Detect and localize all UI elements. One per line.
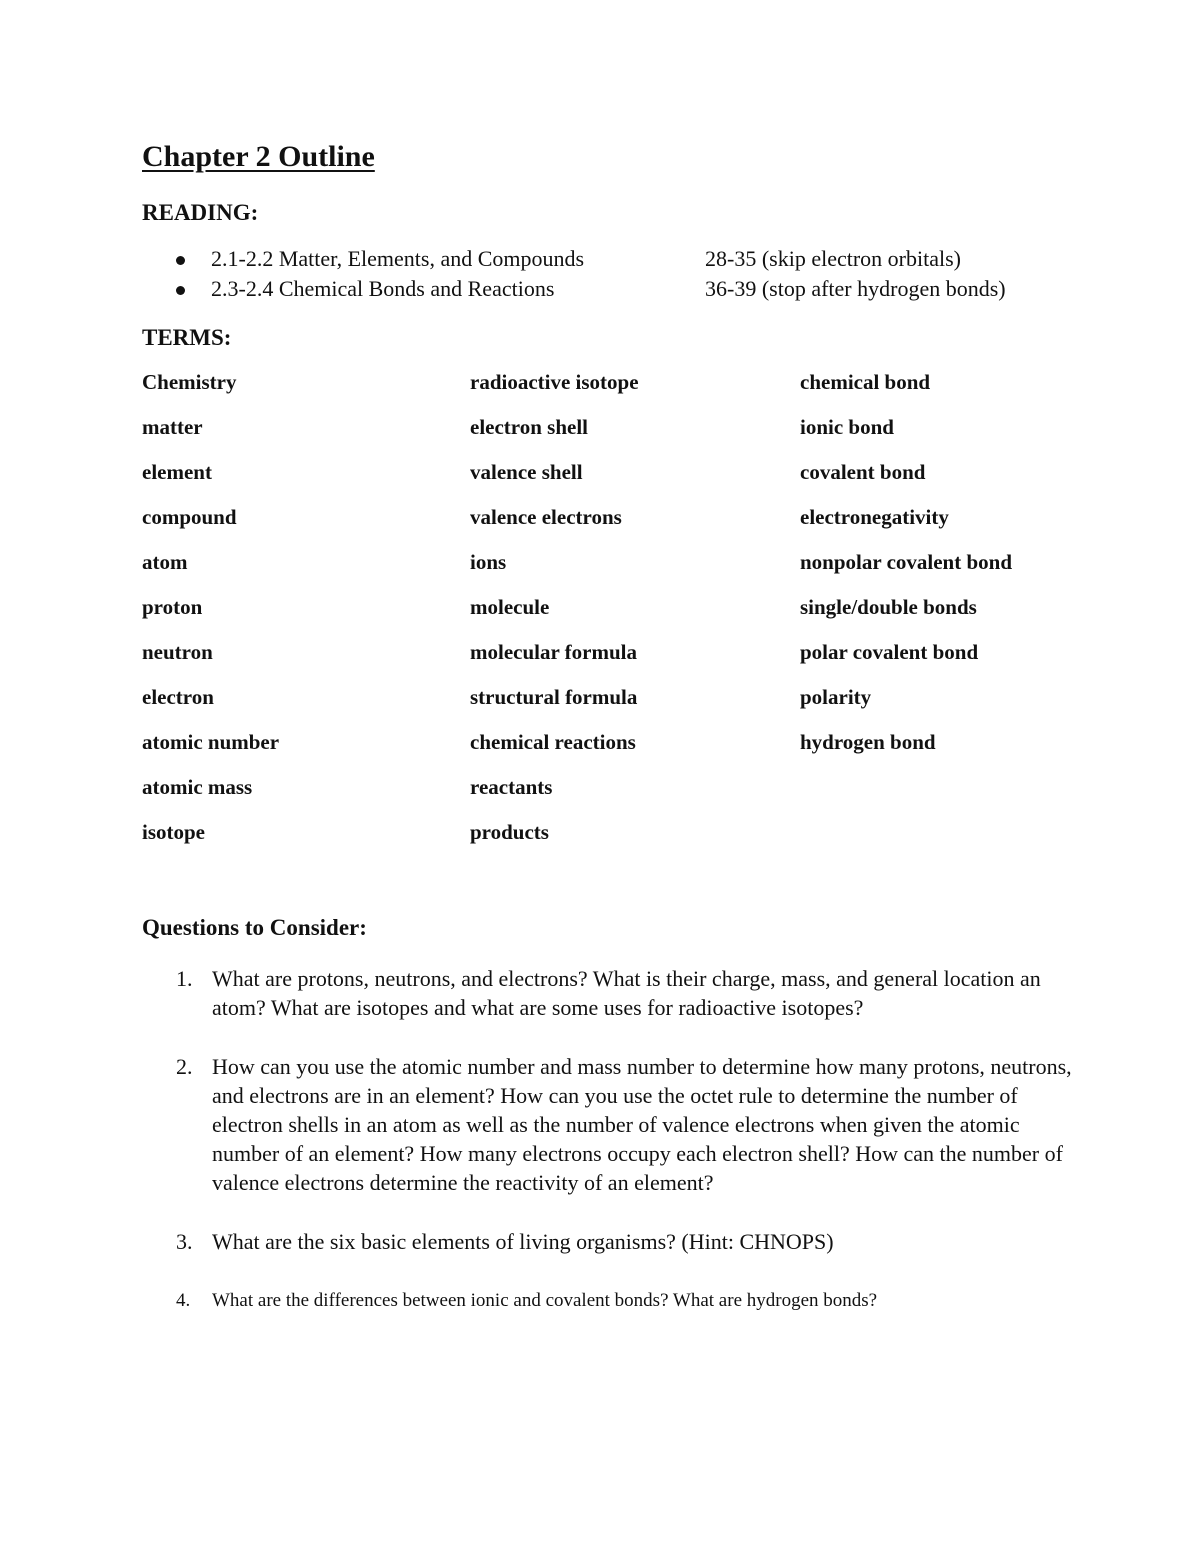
bullet-icon bbox=[176, 286, 185, 295]
term: ions bbox=[470, 550, 507, 574]
term: isotope bbox=[142, 820, 205, 844]
questions-list bbox=[142, 964, 1082, 1345]
question-number: 3. bbox=[176, 1229, 193, 1254]
term: hydrogen bond bbox=[800, 730, 936, 754]
reading-item-text: 2.3-2.4 Chemical Bonds and Reactions bbox=[211, 276, 555, 301]
term: electron shell bbox=[470, 415, 589, 439]
term: electronegativity bbox=[800, 505, 949, 529]
term: products bbox=[470, 820, 549, 844]
question-number: 4. bbox=[176, 1290, 191, 1311]
terms-heading: TERMS: bbox=[142, 325, 232, 350]
term: valence electrons bbox=[470, 505, 622, 529]
term: matter bbox=[142, 415, 203, 439]
term: reactants bbox=[470, 775, 553, 799]
question-number: 1. bbox=[176, 966, 193, 991]
reading-item bbox=[142, 276, 1102, 306]
question-item bbox=[142, 964, 1082, 1022]
question-text: What are the differences between ionic and covalent bonds? What are hydrogen bonds? bbox=[212, 1290, 878, 1311]
reading-item-pages: 28-35 (skip electron orbitals) bbox=[705, 246, 961, 271]
term: nonpolar covalent bond bbox=[800, 550, 1012, 574]
term: Chemistry bbox=[142, 370, 237, 394]
questions-heading: Questions to Consider: bbox=[142, 915, 367, 940]
reading-item bbox=[142, 246, 1102, 276]
term: compound bbox=[142, 505, 237, 529]
question-item bbox=[142, 1227, 1082, 1256]
term: single/double bonds bbox=[800, 595, 977, 619]
terms-column-2 bbox=[470, 370, 639, 865]
question-text: How can you use the atomic number and mass number to determine how many protons, neutrons, and electrons are in an element? How can you use the octet rule to determine the number of electron shells in an atom as well as the number of valence electrons when given the atomic number of an element? How many electrons occupy each electron shell? How can the number of valence electrons determine the reactivity of an element? bbox=[212, 1054, 1072, 1195]
term: polarity bbox=[800, 685, 872, 709]
terms-column-1 bbox=[142, 370, 279, 865]
term: polar covalent bond bbox=[800, 640, 979, 664]
term: covalent bond bbox=[800, 460, 926, 484]
term: radioactive isotope bbox=[470, 370, 639, 394]
term: molecular formula bbox=[470, 640, 637, 664]
term: element bbox=[142, 460, 212, 484]
question-item bbox=[142, 1286, 1082, 1315]
term: molecule bbox=[470, 595, 550, 619]
question-number: 2. bbox=[176, 1054, 193, 1079]
term: neutron bbox=[142, 640, 213, 664]
reading-item-pages: 36-39 (stop after hydrogen bonds) bbox=[705, 276, 1006, 301]
page-title: Chapter 2 Outline bbox=[142, 140, 375, 173]
term: structural formula bbox=[470, 685, 638, 709]
term: ionic bond bbox=[800, 415, 894, 439]
bullet-icon bbox=[176, 256, 185, 265]
question-text: What are the six basic elements of living organisms? (Hint: CHNOPS) bbox=[212, 1229, 834, 1254]
term: atomic number bbox=[142, 730, 280, 754]
reading-item-text: 2.1-2.2 Matter, Elements, and Compounds bbox=[211, 246, 585, 271]
terms-column-3 bbox=[800, 370, 1012, 775]
term: electron bbox=[142, 685, 214, 709]
term: atomic mass bbox=[142, 775, 253, 799]
question-item bbox=[142, 1052, 1082, 1197]
reading-heading: READING: bbox=[142, 200, 259, 225]
term: chemical bond bbox=[800, 370, 931, 394]
question-text: What are protons, neutrons, and electrons? What is their charge, mass, and general location an atom? What are isotopes and what are some uses for radioactive isotopes? bbox=[212, 966, 1041, 1020]
term: atom bbox=[142, 550, 188, 574]
term: chemical reactions bbox=[470, 730, 636, 754]
term: valence shell bbox=[470, 460, 583, 484]
reading-list bbox=[142, 246, 1102, 306]
term: proton bbox=[142, 595, 203, 619]
